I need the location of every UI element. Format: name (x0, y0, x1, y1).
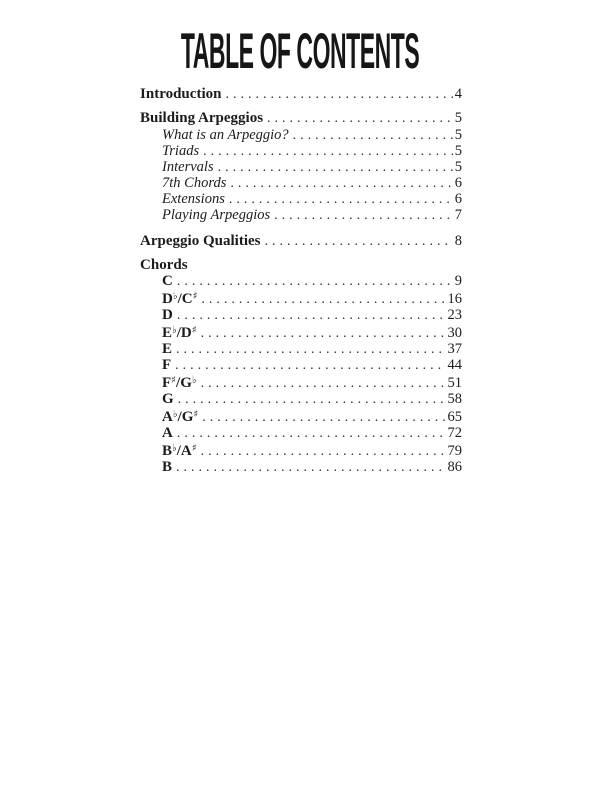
toc-row (140, 425, 462, 441)
leader-dots (202, 409, 445, 425)
flat-symbol: ♭ (172, 291, 178, 302)
toc-row (140, 407, 462, 425)
toc-page-number: 5 (454, 110, 462, 126)
flat-symbol: ♭ (172, 443, 177, 454)
toc-entry-label: D♭/C♯ (162, 291, 198, 307)
flat-symbol: ♭ (172, 325, 177, 336)
leader-dots (177, 273, 453, 289)
toc-page-number: 5 (454, 159, 462, 175)
toc-entry-label: 7th Chords (162, 175, 227, 191)
toc-entry-label: Chords (140, 257, 188, 273)
toc-row (140, 273, 462, 289)
toc-page-number: 6 (454, 191, 462, 207)
toc-entry-label: Playing Arpeggios (162, 207, 271, 223)
toc-page-number: 79 (447, 443, 462, 459)
flat-symbol: ♭ (191, 375, 197, 386)
leader-dots (274, 207, 453, 223)
toc-row (140, 86, 462, 102)
toc-entry-label: Introduction (140, 86, 222, 102)
toc-row (140, 233, 462, 249)
toc-row (140, 373, 462, 391)
toc-page-number: 6 (454, 175, 462, 191)
toc-page-number: 30 (447, 325, 462, 341)
toc-entry-label: E♭/D♯ (162, 325, 197, 341)
toc-page-number: 23 (447, 307, 462, 323)
toc-page-number: 8 (454, 233, 462, 249)
leader-dots (293, 127, 453, 143)
toc-page-number: 9 (454, 273, 462, 289)
leader-dots (176, 341, 445, 357)
toc-row (140, 391, 462, 407)
toc-entry-label: Building Arpeggios (140, 110, 264, 126)
toc-entry-label: A (162, 425, 173, 441)
toc-page-number: 4 (454, 86, 462, 102)
leader-dots (230, 175, 452, 191)
toc-entry-label: D (162, 307, 173, 323)
toc-page-number: 72 (447, 425, 462, 441)
sharp-symbol: ♯ (171, 375, 177, 386)
leader-dots (218, 159, 453, 175)
toc-entry-label: B♭/A♯ (162, 443, 197, 459)
toc-page-number: 37 (447, 341, 462, 357)
sharp-symbol: ♯ (192, 291, 198, 302)
toc-row (140, 307, 462, 323)
toc-page-number: 86 (447, 459, 462, 475)
toc-row (140, 127, 462, 143)
leader-dots (201, 291, 445, 307)
toc-entry-label: F♯/G♭ (162, 375, 197, 391)
sharp-symbol: ♯ (191, 325, 197, 336)
sharp-symbol: ♯ (193, 409, 199, 420)
leader-dots (176, 459, 445, 475)
toc-row (140, 459, 462, 475)
leader-dots (201, 325, 446, 341)
toc-entry-label: C (162, 273, 173, 289)
leader-dots (201, 375, 446, 391)
leader-dots (203, 143, 453, 159)
page-title (0, 0, 600, 79)
toc-row (140, 110, 462, 126)
toc-row (140, 441, 462, 459)
leader-dots (229, 191, 453, 207)
toc-page-number: 51 (447, 375, 462, 391)
toc-entry-label: Intervals (162, 159, 214, 175)
leader-dots (265, 233, 453, 249)
toc-row (140, 207, 462, 223)
flat-symbol: ♭ (172, 409, 178, 420)
toc-page-number: 16 (447, 291, 462, 307)
leader-dots (177, 307, 446, 323)
leader-dots (267, 110, 453, 126)
toc-entry-label: Triads (162, 143, 200, 159)
toc-entry-label: B (162, 459, 173, 475)
toc-row (140, 159, 462, 175)
table-of-contents (140, 86, 462, 475)
leader-dots (175, 357, 445, 373)
toc-entry-label: A♭/G♯ (162, 409, 199, 425)
toc-entry-label: What is an Arpeggio? (162, 127, 289, 143)
leader-dots (177, 425, 446, 441)
toc-entry-label: Arpeggio Qualities (140, 233, 261, 249)
toc-page-number: 5 (454, 143, 462, 159)
toc-row (140, 175, 462, 191)
toc-row (140, 323, 462, 341)
toc-page-number: 65 (447, 409, 462, 425)
toc-page-number: 58 (447, 391, 462, 407)
toc-entry-label: F (162, 357, 172, 373)
toc-page-number: 5 (454, 127, 462, 143)
toc-row (140, 191, 462, 207)
toc-page-number: 7 (454, 207, 462, 223)
toc-row (140, 143, 462, 159)
toc-row (140, 341, 462, 357)
leader-dots (225, 86, 452, 102)
toc-page-number: 44 (447, 357, 462, 373)
leader-dots (201, 443, 446, 459)
leader-dots (178, 391, 446, 407)
sharp-symbol: ♯ (191, 443, 197, 454)
toc-row (140, 357, 462, 373)
toc-row (140, 289, 462, 307)
toc-entry-label: Extensions (162, 191, 225, 207)
toc-entry-label: E (162, 341, 173, 357)
toc-entry-label: G (162, 391, 174, 407)
page-title-text: TABLE OF CONTENTS (180, 23, 420, 79)
toc-row (140, 257, 462, 273)
